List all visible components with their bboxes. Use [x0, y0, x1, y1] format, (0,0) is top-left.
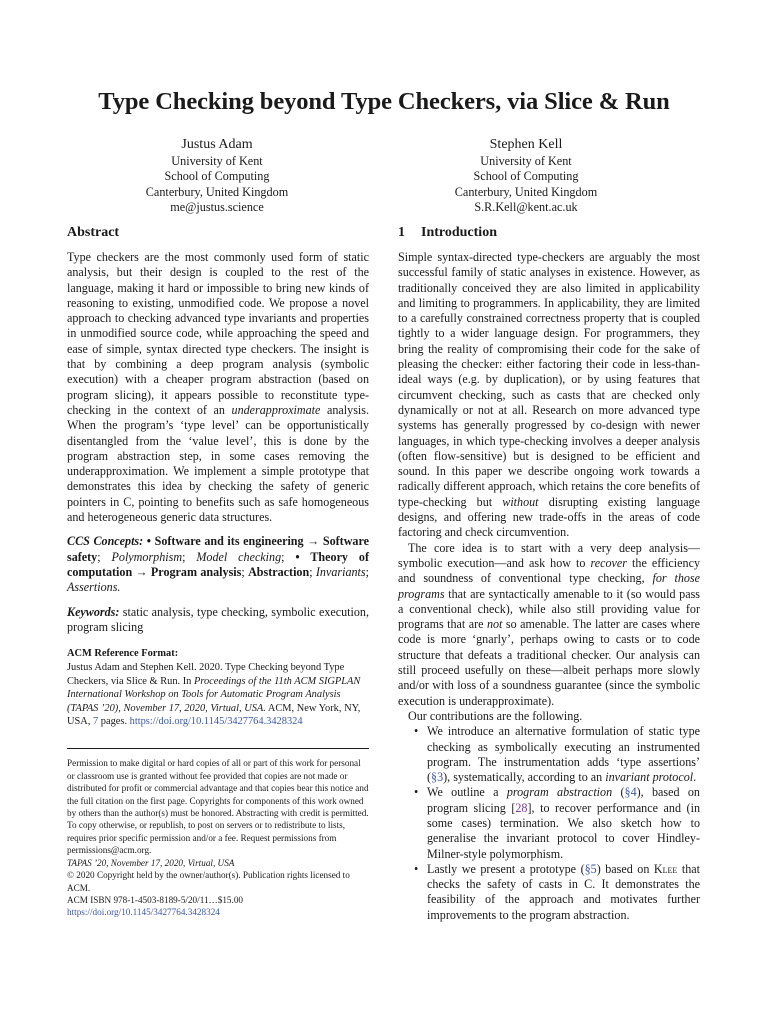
isbn-line: ACM ISBN 978-1-4503-8189-5/20/11…$15.00 — [67, 894, 244, 905]
keywords: Keywords: static analysis, type checking, symbolic execution, program slicing — [67, 604, 369, 634]
author-dept: School of Computing — [473, 169, 579, 184]
citation-link[interactable]: 28 — [515, 800, 528, 815]
list-item: • Lastly we present a prototype (§5) based on Klee that checks the safety of casts in C. It demonstrates the feasibility of the approach and motivates further improvements to the program abstraction. — [427, 862, 700, 923]
footnote-doi — [67, 906, 369, 918]
list-item: • We introduce an alternative formulation of static type checking as symbolically executing an instrumented program. The instrumentation adds ‘type assertions’ (§3), systematically, according to an invariant protocol. — [427, 724, 700, 785]
acm-reference-text: Justus Adam and Stephen Kell. 2020. Type Checking beyond Type Checkers, via Slice & Run. In Proceedings of the 11th ACM SIGPLAN International Workshop on Tools for Automatic Program Analysis (TAPAS ’20), November 17, 2020, Virtual, USA. ACM, New York, NY, USA, 7 pages. https://doi.org/10.1145/3427764.3428324 — [67, 662, 361, 728]
author-name: Justus Adam — [181, 137, 253, 152]
author-location: Canterbury, United Kingdom — [145, 184, 289, 199]
contributions-list — [398, 724, 700, 923]
author-affiliation: University of Kent — [171, 154, 263, 168]
author-dept: School of Computing — [164, 169, 270, 184]
section-ref-link[interactable]: §5 — [584, 861, 597, 876]
doi-link[interactable]: https://doi.org/10.1145/3427764.3428324 — [129, 716, 303, 728]
author-block-1 — [67, 136, 367, 215]
abstract-heading: Abstract — [67, 225, 120, 240]
permission-notice: Permission to make digital or hard copies of all or part of this work for personal or classroom use is granted without fee provided that copies are not made or distributed for profit or commercial advantage and that copies bear this notice and the full citation on the first page. Copyrights for components of this work owned by others than the author(s) must be honored. Abstracting with credit is permitted. To copy otherwise, or republish, to post on servers or to redistribute to lists, requires prior specific permission and/or a fee. Request permissions from permissions@acm.org. — [67, 758, 369, 856]
venue-line: TAPAS ’20, November 17, 2020, Virtual, USA — [67, 857, 235, 868]
list-item: • We outline a program abstraction (§4), based on program slicing [28], to recover performance and (in some cases) termination. We also sketch how to generalise the invariant protocol to cover Hindley-Milner-style polymorphism. — [427, 785, 700, 861]
right-column — [398, 224, 700, 923]
author-email[interactable]: S.R.Kell@kent.ac.uk — [474, 199, 578, 214]
paper-title: Type Checking beyond Type Checkers, via Slice & Run — [98, 88, 670, 115]
author-affiliation: University of Kent — [480, 154, 572, 168]
section-ref-link[interactable]: §4 — [624, 785, 637, 800]
footnote-doi-link[interactable]: https://doi.org/10.1145/3427764.3428324 — [67, 907, 220, 918]
ccs-concepts: CCS Concepts: • Software and its engineering → Software safety; Polymorphism; Model checking; • Theory of computation → Program analysis; Abstraction; Invariants; Assertions. — [67, 534, 369, 595]
author-block-2 — [376, 136, 676, 215]
abstract-text: Type checkers are the most commonly used form of static analysis, but their design is coupled to the rest of the language, making it hard or impossible to bring new kinds of reasoning to existing, unmodified code. We propose a novel approach to checking advanced type invariants and properties in unmodified source code, while approaching the speed and ease of simple, syntax directed type checkers. The insight is that by combining a deep program analysis (symbolic execution) with a cheaper program abstraction (based on program slicing), it appears possible to reconstitute type-checking in the context of an underapproximate analysis. When the program’s ‘type level’ can be opportunistically disentangled from the ‘value level’, this is done by the program abstraction step, in some cases removing the underapproximation. We implement a simple prototype that demonstrates this idea by checking the safety of generic pointers in C, pointing to benefits such as safe homogeneous and heterogeneous generic data structures. — [67, 250, 370, 525]
acm-reference-heading: ACM Reference Format: — [67, 648, 179, 660]
footnote-divider — [67, 748, 369, 749]
intro-paragraph-2: The core idea is to start with a very deep analysis—symbolic execution—and ask how to recover the efficiency and soundness of conventional type checking, for those programs that are syntactically amenable to it (so would pass a conventional check), while also still providing value for programs that are not so amenable. The latter are cases where code is more ‘gnarly’, perhaps owing to casts or to code structure that defeats a traditional checker. Our analysis can still proceed usefully on these—albeit perhaps more slowly and/or with loss of a soundness guarantee (since the symbolic execution is underapproximate). — [398, 540, 701, 708]
intro-paragraph-3: Our contributions are the following. — [408, 708, 583, 723]
intro-paragraph-1: Simple syntax-directed type-checkers are arguably the most successful family of static analyses in existence. However, as traditionally conceived they are also limited in applicability and limiting to programmers. In applicability, they are limited to a carefully constrained correctness property that is coupled tightly to a wider language design. For programmers, they bring the reality of compromising their code for the sake of pleasing the checker: either factoring their code in less-than-ideal ways (e.g. by duplication), or by using features that circumvent checking, such as casts that are checked only dynamically or not at all. Research on more advanced type systems has generally progressed by co-design with newer languages, in which type-checking involves a deeper analysis (often flow-sensitive) but is designed to be efficient and sound. In this paper we describe ongoing work towards a radically different approach, which retains the core benefits of type-checking but without disrupting existing language designs, and offering new trade-offs in the areas of code factoring and check circumvention. — [398, 250, 700, 540]
section-ref-link[interactable]: §3 — [431, 770, 444, 785]
intro-heading: 1 Introduction — [398, 225, 497, 240]
author-name: Stephen Kell — [489, 137, 563, 152]
author-location: Canterbury, United Kingdom — [454, 184, 598, 199]
author-email[interactable]: me@justus.science — [170, 199, 264, 214]
left-column — [67, 224, 369, 919]
copyright-line: © 2020 Copyright held by the owner/author(s). Publication rights licensed to ACM. — [67, 870, 350, 893]
